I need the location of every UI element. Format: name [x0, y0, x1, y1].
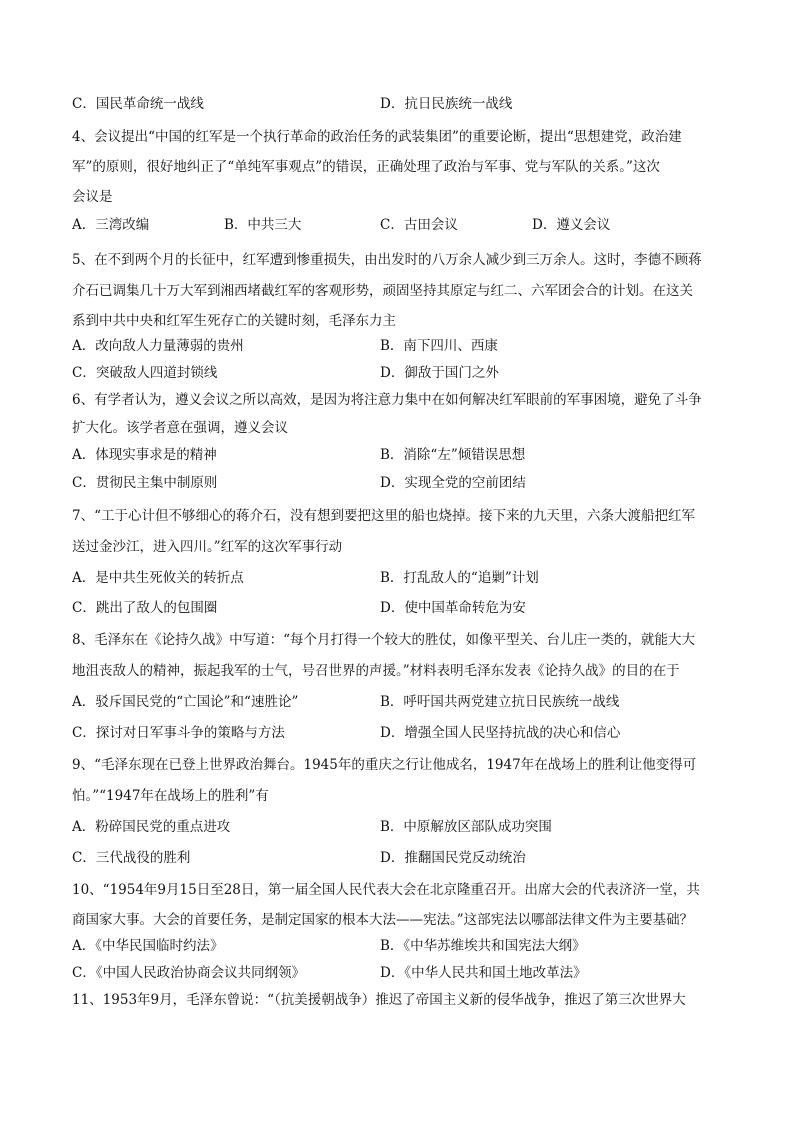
q7-option-c[interactable]: C．跳出了敌人的包围圈	[72, 600, 218, 616]
q4-option-b[interactable]: B．中共三大	[224, 217, 302, 233]
q7-stem-line-1: 7、“工于心计但不够细心的蒋介石，没有想到要把这里的船也烧掉。接下来的九天里，六条大渡船把红军	[72, 508, 695, 524]
q7-options-row-1	[72, 569, 720, 587]
q8-options-row-2	[72, 724, 720, 742]
q4-option-a[interactable]: A．三湾改编	[72, 217, 150, 233]
q5-option-a[interactable]: A．改向敌人力量薄弱的贵州	[72, 338, 244, 354]
q11-stem-line-1: 11、1953年9月，毛泽东曾说：“（抗美援朝战争）推迟了帝国主义新的侵华战争，推迟了第三次世界大	[72, 992, 686, 1008]
q5-stem-line-1: 5、在不到两个月的长征中，红军遭到惨重损失，由出发时的八万余人减少到三万余人。这时，李德不顾蒋	[72, 252, 702, 268]
q5-option-b[interactable]: B．南下四川、西康	[380, 338, 498, 354]
q7-options-row-2	[72, 599, 720, 617]
q9-option-a[interactable]: A．粉碎国民党的重点进攻	[72, 819, 231, 835]
q7-option-d[interactable]: D．使中国革命转危为安	[380, 600, 526, 616]
q10-option-b[interactable]: B．《中华苏维埃共和国宪法大纲》	[380, 938, 586, 954]
q10-option-a[interactable]: A．《中华民国临时约法》	[72, 938, 224, 954]
q7-option-a[interactable]: A．是中共生死攸关的转折点	[72, 570, 244, 586]
q10-options-row-1	[72, 937, 720, 955]
q4-stem-line-2: 军”的原则，很好地纠正了“单纯军事观点”的错误，正确处理了政治与军事、党与军队的关系。”这次	[72, 159, 660, 175]
q4-options	[72, 216, 720, 234]
q10-stem-line-2: 商国家大事。大会的首要任务，是制定国家的根本大法——宪法。”这部宪法以哪部法律文件为主要基础？	[72, 912, 694, 928]
q9-options-row-1	[72, 818, 720, 836]
q9-stem-line-2: 怕。”“1947年在战场上的胜利”有	[72, 788, 269, 804]
q6-stem-line-1: 6、有学者认为，遵义会议之所以高效，是因为将注意力集中在如何解决红军眼前的军事困境，避免了斗争	[72, 392, 702, 408]
q5-options-row-2	[72, 364, 720, 382]
q8-option-b[interactable]: B．呼吁国共两党建立抗日民族统一战线	[380, 694, 620, 710]
q7-stem-line-2: 送过金沙江，进入四川。”红军的这次军事行动	[72, 539, 343, 555]
q6-options-row-1	[72, 446, 720, 464]
q8-options-row-1	[72, 693, 720, 711]
q5-stem-line-3: 系到中共中央和红军生死存亡的关键时刻，毛泽东力主	[72, 313, 396, 329]
q9-options-row-2	[72, 849, 720, 867]
q6-option-d[interactable]: D．实现全党的空前团结	[380, 475, 526, 491]
q7-option-b[interactable]: B．打乱敌人的“追剿”计划	[380, 570, 539, 586]
q5-options-row-1	[72, 337, 720, 355]
q10-option-d[interactable]: D．《中华人民共和国土地改革法》	[380, 965, 587, 981]
q4-stem-line-3: 会议是	[72, 189, 113, 205]
q6-options-row-2	[72, 474, 720, 492]
q9-option-d[interactable]: D．推翻国民党反动统治	[380, 850, 526, 866]
q6-option-a[interactable]: A．体现实事求是的精神	[72, 447, 217, 463]
q8-stem-line-2: 地沮丧敌人的精神，振起我军的士气，号召世界的声援。”材料表明毛泽东发表《论持久战》的目的在于	[72, 663, 680, 679]
q8-option-a[interactable]: A．驳斥国民党的“亡国论”和“速胜论”	[72, 694, 299, 710]
q10-stem-line-1: 10、“1954年9月15日至28日，第一届全国人民代表大会在北京隆重召开。出席大会的代表济济一堂，共	[72, 882, 700, 898]
q8-option-d[interactable]: D．增强全国人民坚持抗战的决心和信心	[380, 725, 621, 741]
q9-option-c[interactable]: C．三代战役的胜利	[72, 850, 191, 866]
q5-option-d[interactable]: D．御敌于国门之外	[380, 365, 499, 381]
q3-options	[72, 95, 720, 113]
q4-option-c[interactable]: C．古田会议	[380, 217, 458, 233]
q8-option-c[interactable]: C．探讨对日军事斗争的策略与方法	[72, 725, 285, 741]
q4-option-d[interactable]: D．遵义会议	[532, 217, 611, 233]
q6-option-c[interactable]: C．贯彻民主集中制原则	[72, 475, 218, 491]
q8-stem-line-1: 8、毛泽东在《论持久战》中写道：“每个月打得一个较大的胜仗，如像平型关、台儿庄一类的，就能大大	[72, 632, 695, 648]
q5-option-c[interactable]: C．突破敌人四道封锁线	[72, 365, 218, 381]
q6-option-b[interactable]: B．消除“左”倾错误思想	[380, 447, 526, 463]
q10-options-row-2	[72, 964, 720, 982]
q6-stem-line-2: 扩大化。该学者意在强调，遵义会议	[72, 420, 288, 436]
q3-option-c[interactable]: C．国民革命统一战线	[72, 96, 204, 112]
q5-stem-line-2: 介石已调集几十万大军到湘西堵截红军的客观形势，顽固坚持其原定与红二、六军团会合的计划。在这关	[72, 283, 693, 299]
q9-option-b[interactable]: B．中原解放区部队成功突围	[380, 819, 552, 835]
q9-stem-line-1: 9、“毛泽东现在已登上世界政治舞台。1945年的重庆之行让他成名，1947年在战场上的胜利让他变得可	[72, 757, 697, 773]
q4-stem-line-1: 4、会议提出“中国的红军是一个执行革命的政治任务的武装集团”的重要论断，提出“思想建党，政治建	[72, 129, 682, 145]
q10-option-c[interactable]: C．《中国人民政治协商会议共同纲领》	[72, 965, 306, 981]
q3-option-d[interactable]: D．抗日民族统一战线	[380, 96, 513, 112]
